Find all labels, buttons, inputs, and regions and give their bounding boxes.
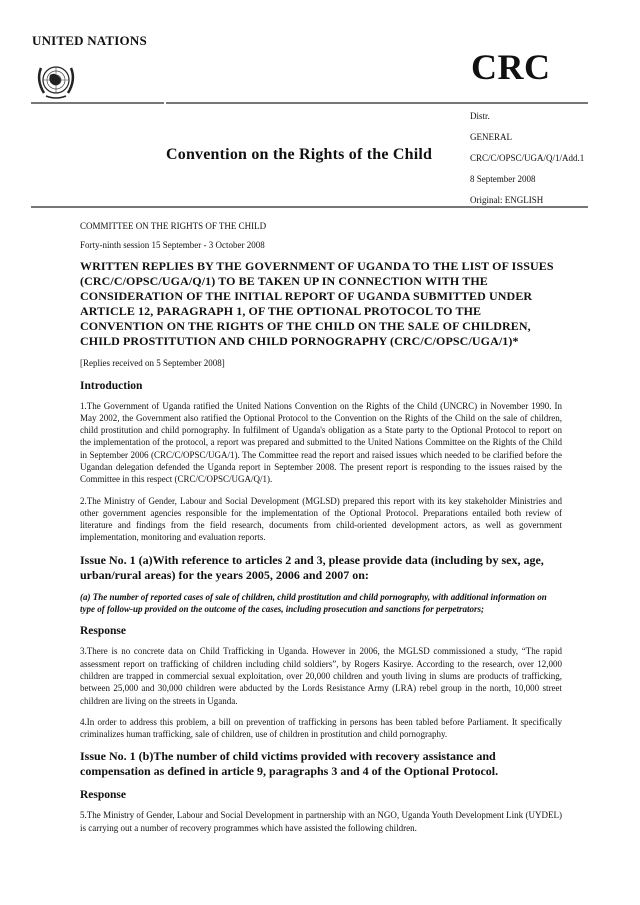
paragraph-3: 3.There is no concrete data on Child Trafficking in Uganda. However in 2006, the MGLSD commissioned a study, “The rapid assessment report on trafficking of children including child soldiers”, by Rogers Kasirye. According to the research, over 12,000 children are trapped in commercial sexual exploitation, over 20,000 children and youth living in slums are products of trafficking, between 25,000 and 30,000 children were abducted by the Lords Resistance Army (LRA) rebel group in the north, 10,000 street children are living on the streets in Uganda. bbox=[80, 646, 562, 706]
distribution: GENERAL bbox=[470, 132, 512, 142]
header-bottom-divider bbox=[31, 206, 588, 208]
response-heading: Response bbox=[80, 625, 127, 638]
response-heading: Response bbox=[80, 789, 127, 802]
header-divider bbox=[420, 102, 588, 104]
document-symbol-crc: CRC bbox=[471, 47, 551, 87]
committee-name: COMMITTEE ON THE RIGHTS OF THE CHILD bbox=[80, 221, 267, 231]
doc-date: 8 September 2008 bbox=[470, 174, 536, 184]
main-heading: WRITTEN REPLIES BY THE GOVERNMENT OF UGANDA TO THE LIST OF ISSUES (CRC/C/OPSC/UGA/Q/1) TO BE TAKEN UP IN CONNECTION WITH THE CONSIDERATION OF THE INITIAL REPORT OF UGANDA SUBMITTED UNDER ARTICLE 12, PARAGRAPH 1, OF THE OPTIONAL PROTOCOL TO THE CONVENTION ON THE RIGHTS OF THE CHILD ON THE SALE OF CHILDREN, CHILD PROSTITUTION AND CHILD PORNOGRAPHY (CRC/C/OPSC/UGA/1)* bbox=[80, 259, 554, 348]
paragraph-5: 5.The Ministry of Gender, Labour and Social Development in partnership with an NGO, Uganda Youth Development Link (UYDEL) is carrying out a number of recovery programmes which have assisted the following children. bbox=[80, 810, 562, 833]
original-language: Original: ENGLISH bbox=[470, 195, 544, 205]
introduction-heading: Introduction bbox=[80, 379, 143, 392]
organization-name: UNITED NATIONS bbox=[32, 33, 147, 48]
distr-label: Distr. bbox=[470, 111, 490, 121]
paragraph-4: 4.In order to address this problem, a bill on prevention of trafficking in persons has been tabled before Parliament. It specifically criminalizes human trafficking, sale of children, use of children in prostitution and child pornography. bbox=[80, 716, 562, 740]
header-divider bbox=[31, 102, 164, 104]
issue-1b-heading: Issue No. 1 (b)The number of child victims provided with recovery assistance and compensation as defined in article 9, paragraphs 3 and 4 of the Optional Protocol. bbox=[80, 749, 499, 779]
document-title: Convention on the Rights of the Child bbox=[166, 146, 433, 163]
replies-received: [Replies received on 5 September 2008] bbox=[80, 358, 225, 368]
issue-1a-question: (a) The number of reported cases of sale of children, child prostitution and child pornography, with additional information on type of follow-up provided on the outcome of the cases, including prosecution and sanctions for perpetrators; bbox=[80, 591, 547, 615]
header-divider bbox=[166, 102, 288, 104]
session-info: Forty-ninth session 15 September - 3 October 2008 bbox=[80, 239, 265, 250]
issue-1a-heading: Issue No. 1 (a)With reference to articles 2 and 3, please provide data (including by sex, age, urban/rural areas) for the years 2005, 2006 and 2007 on: bbox=[80, 552, 544, 582]
header-divider bbox=[288, 102, 422, 104]
paragraph-1: 1.The Government of Uganda ratified the United Nations Convention on the Rights of the Child (UNCRC) in November 1990. In May 2002, the Government also ratified the Optional Protocol to the Convention on the Rights of the Child on the sale of children, child prostitution and child pornography. In fulfilment of Uganda's obligation as a State party to the Optional Protocol to report on the implementation of the protocol, a report was prepared and submitted to the United Nations Committee on the Rights of the Child in September 2006 (CRC/C/OPSC/UGA/1). The Committee read the report and raised issues which needed to be clarified before the Ugandan delegation defended the Uganda report in September 2008. The present report is responding to the issues raised by the Committee in this respect (CRC/C/OPSC/UGA/Q/1). bbox=[80, 400, 562, 485]
doc-symbol: CRC/C/OPSC/UGA/Q/1/Add.1 bbox=[470, 153, 585, 163]
document-body bbox=[80, 220, 562, 843]
paragraph-2: 2.The Ministry of Gender, Labour and Social Development (MGLSD) prepared this report with its key stakeholder Ministries and other government agencies responsible for the implementation of the Optional Protocol. Preparations entailed both review of literature and findings from the field research, documents from child-oriented development actors, as well as government implementation, monitoring and evaluation reports. bbox=[80, 495, 562, 543]
document-metadata bbox=[470, 106, 584, 211]
un-emblem-icon bbox=[32, 60, 80, 102]
